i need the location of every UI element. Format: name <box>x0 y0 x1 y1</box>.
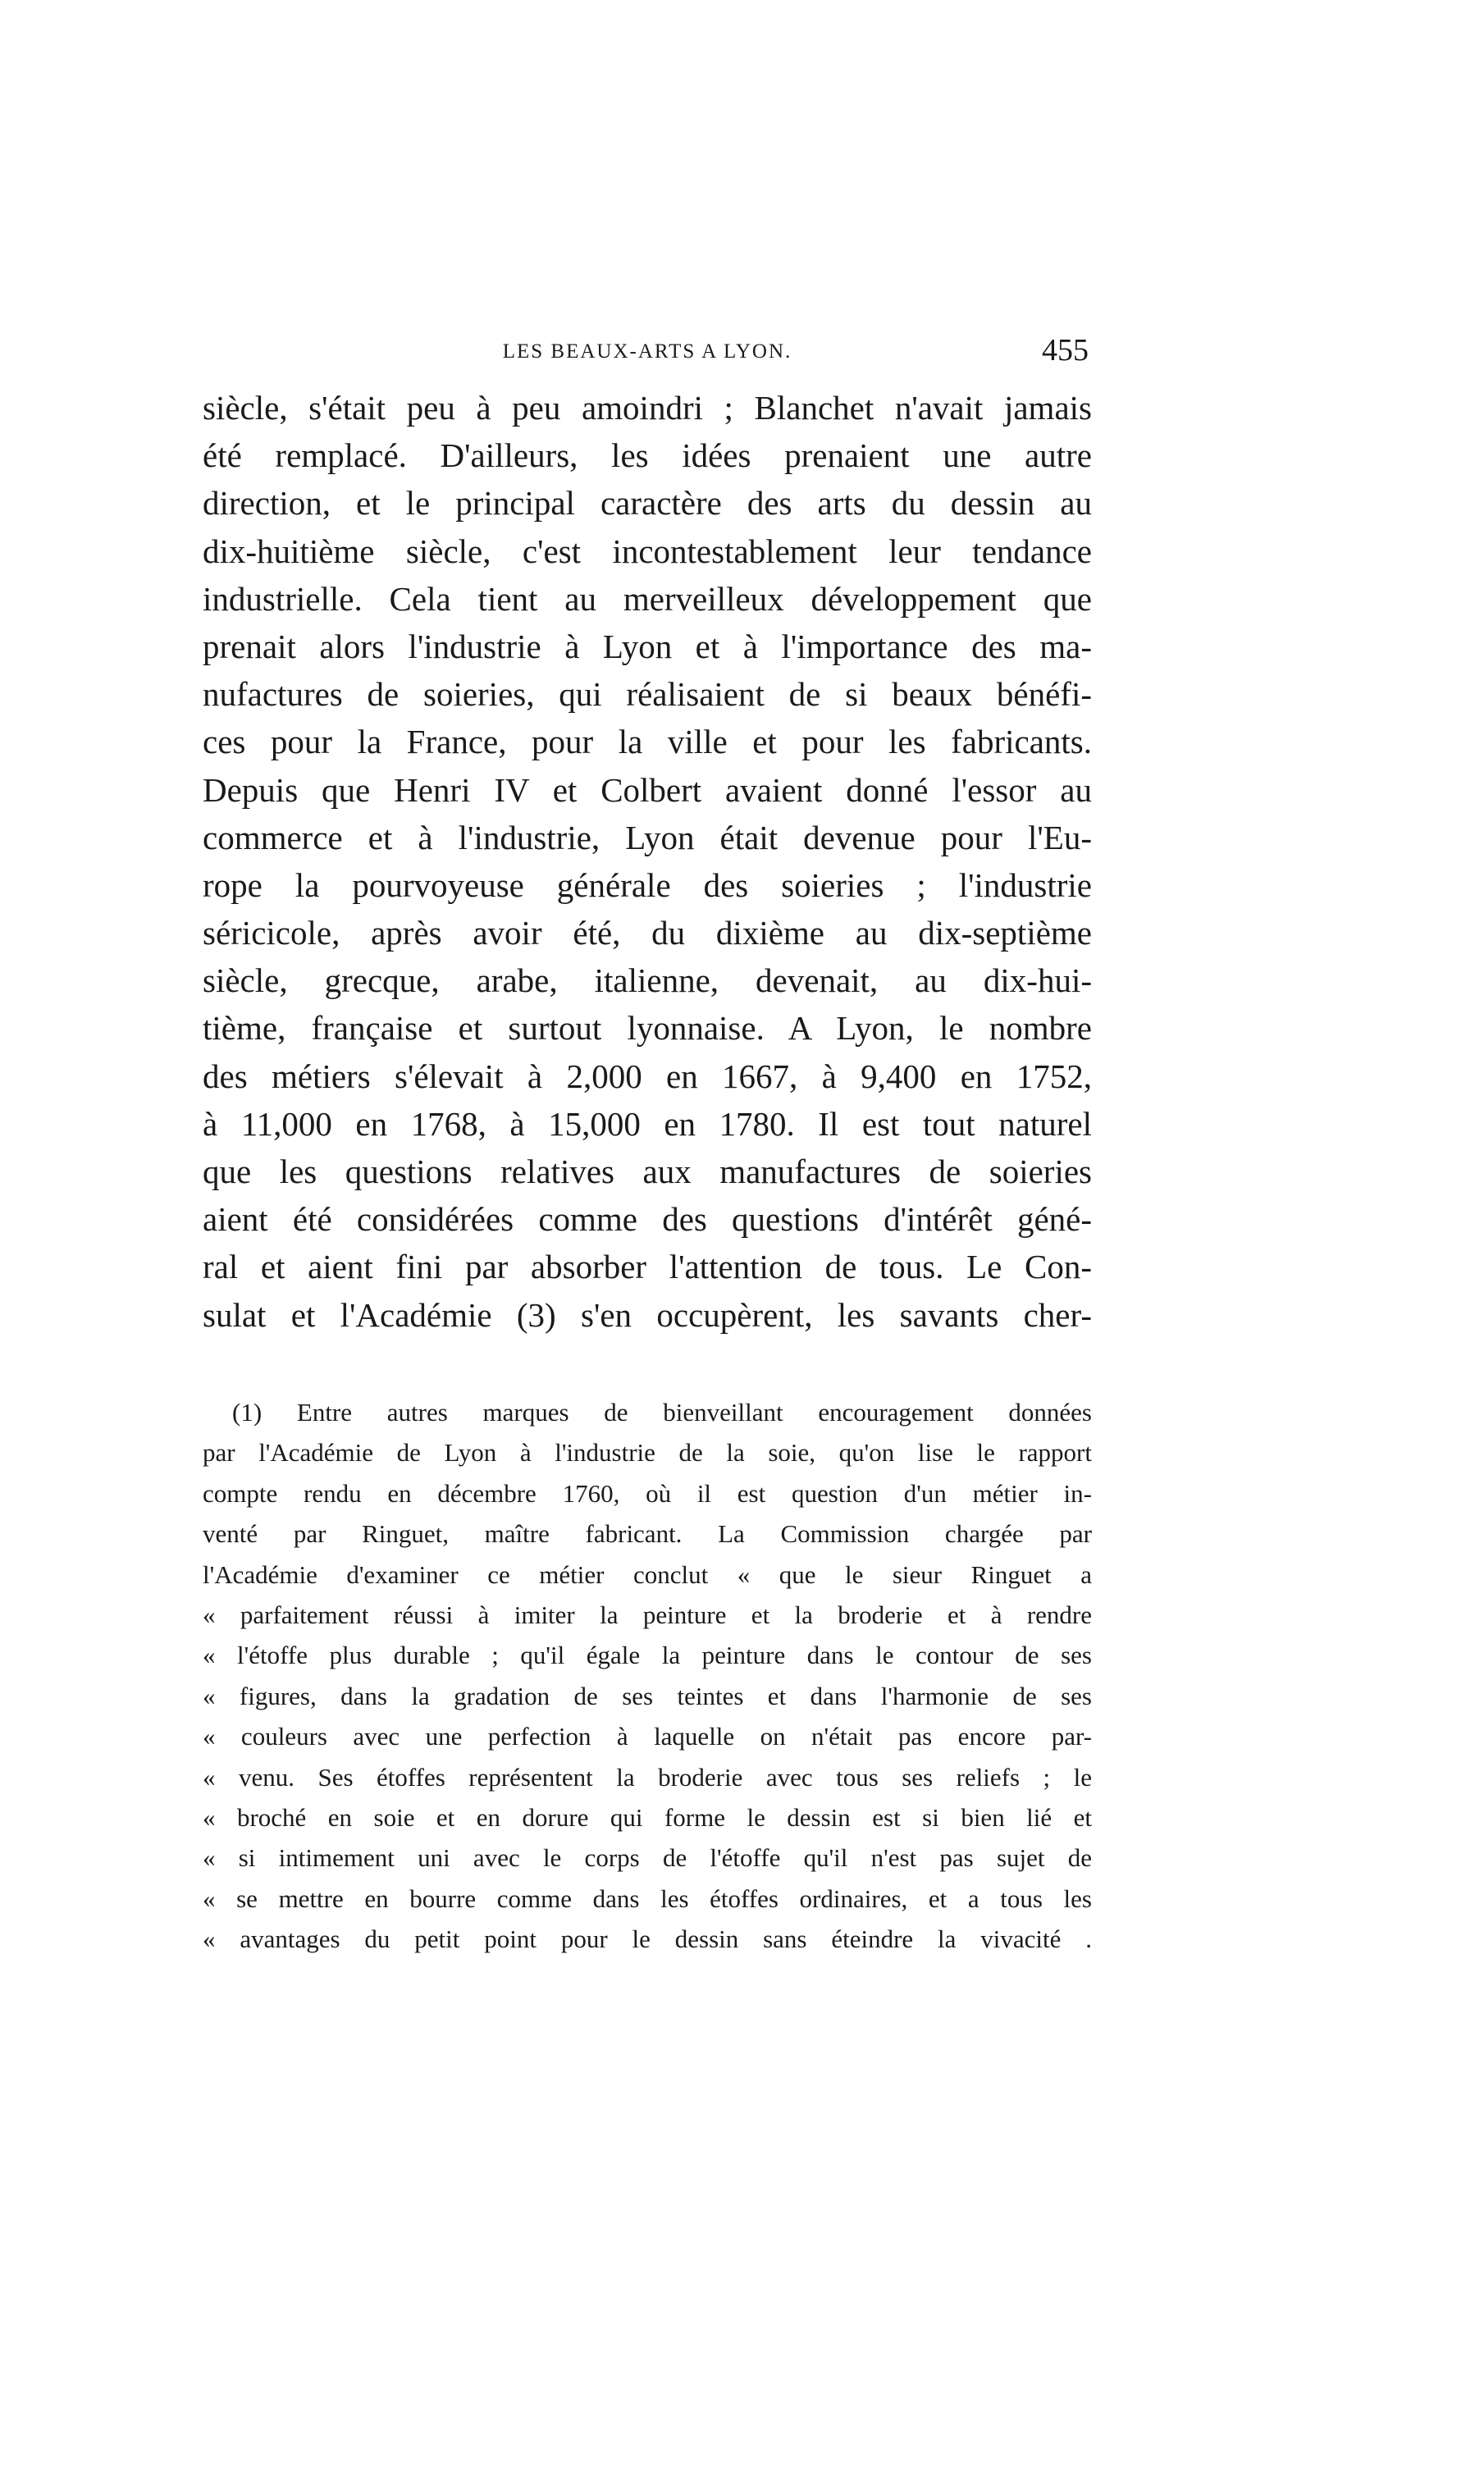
text-line: industrielle. Cela tient au merveilleux développement que <box>203 579 1092 618</box>
text-line: siècle, grecque, arabe, italienne, devenait, au dix-hui- <box>203 961 1092 1000</box>
text-line: commerce et à l'industrie, Lyon était devenue pour l'Eu- <box>203 818 1092 856</box>
body-text <box>203 384 1092 1339</box>
text-line: nufactures de soieries, qui réalisaient de si beaux bénéfi- <box>203 675 1092 714</box>
footnote-line: l'Académie d'examiner ce métier conclut « que le sieur Ringuet a <box>203 1559 1092 1589</box>
text-line: Depuis que Henri IV et Colbert avaient donné l'essor au <box>203 770 1092 809</box>
text-line: rope la pourvoyeuse générale des soieries ; l'industrie <box>203 865 1092 904</box>
footnote-line: « couleurs avec une perfection à laquelle on n'était pas encore par- <box>203 1722 1092 1751</box>
footnote-line: par l'Académie de Lyon à l'industrie de la soie, qu'on lise le rapport <box>203 1438 1092 1468</box>
text-line: aient été considérées comme des questions d'intérêt géné- <box>203 1200 1092 1239</box>
running-title: LES BEAUX-ARTS A LYON. <box>502 340 792 363</box>
text-line: à 11,000 en 1768, à 15,000 en 1780. Il est tout naturel <box>203 1104 1092 1143</box>
text-line: siècle, s'était peu à peu amoindri ; Blanchet n'avait jamais <box>203 389 1092 427</box>
text-line: ral et aient fini par absorber l'attention de tous. Le Con- <box>203 1248 1092 1286</box>
text-line: sulat et l'Académie (3) s'en occupèrent, les savants cher- <box>203 1295 1092 1334</box>
text-line: tième, française et surtout lyonnaise. A Lyon, le nombre <box>203 1009 1092 1048</box>
text-line: dix-huitième siècle, c'est incontestablement leur tendance <box>203 532 1092 570</box>
footnote-line: « parfaitement réussi à imiter la peinture et la broderie et à rendre <box>203 1600 1092 1629</box>
footnote-line: « figures, dans la gradation de ses teintes et dans l'harmonie de ses <box>203 1681 1092 1710</box>
text-line: prenait alors l'industrie à Lyon et à l'importance des ma- <box>203 627 1092 665</box>
text-line: que les questions relatives aux manufactures de soieries <box>203 1153 1092 1190</box>
footnote-line: (1) Entre autres marques de bienveillant encouragement données <box>232 1398 1092 1427</box>
text-line: séricicole, après avoir été, du dixième au dix-septième <box>203 914 1092 952</box>
text-line: direction, et le principal caractère des arts du dessin au <box>203 484 1092 523</box>
text-line: été remplacé. D'ailleurs, les idées prenaient une autre <box>203 436 1092 475</box>
footnote-line: « si intimement uni avec le corps de l'étoffe qu'il n'est pas sujet de <box>203 1843 1092 1873</box>
text-line: ces pour la France, pour la ville et pour les fabricants. <box>203 723 1092 761</box>
footnote-line: « broché en soie et en dorure qui forme le dessin est si bien lié et <box>203 1802 1092 1832</box>
footnote-line: compte rendu en décembre 1760, où il est question d'un métier in- <box>203 1478 1092 1508</box>
footnote-line: « se mettre en bourre comme dans les étoffes ordinaires, et a tous les <box>203 1883 1092 1913</box>
footnotes <box>203 1392 1092 1959</box>
footnote-line: « avantages du petit point pour le dessin sans éteindre la vivacité . <box>203 1924 1092 1954</box>
footnote-line: « venu. Ses étoffes représentent la broderie avec tous ses reliefs ; le <box>203 1762 1092 1792</box>
page-header <box>203 332 1092 373</box>
text-line: des métiers s'élevait à 2,000 en 1667, à 9,400 en 1752, <box>203 1057 1092 1095</box>
footnote-line: « l'étoffe plus durable ; qu'il égale la peinture dans le contour de ses <box>203 1641 1092 1670</box>
page-number: 455 <box>1042 333 1089 368</box>
footnote-line: venté par Ringuet, maître fabricant. La Commission chargée par <box>203 1519 1092 1549</box>
